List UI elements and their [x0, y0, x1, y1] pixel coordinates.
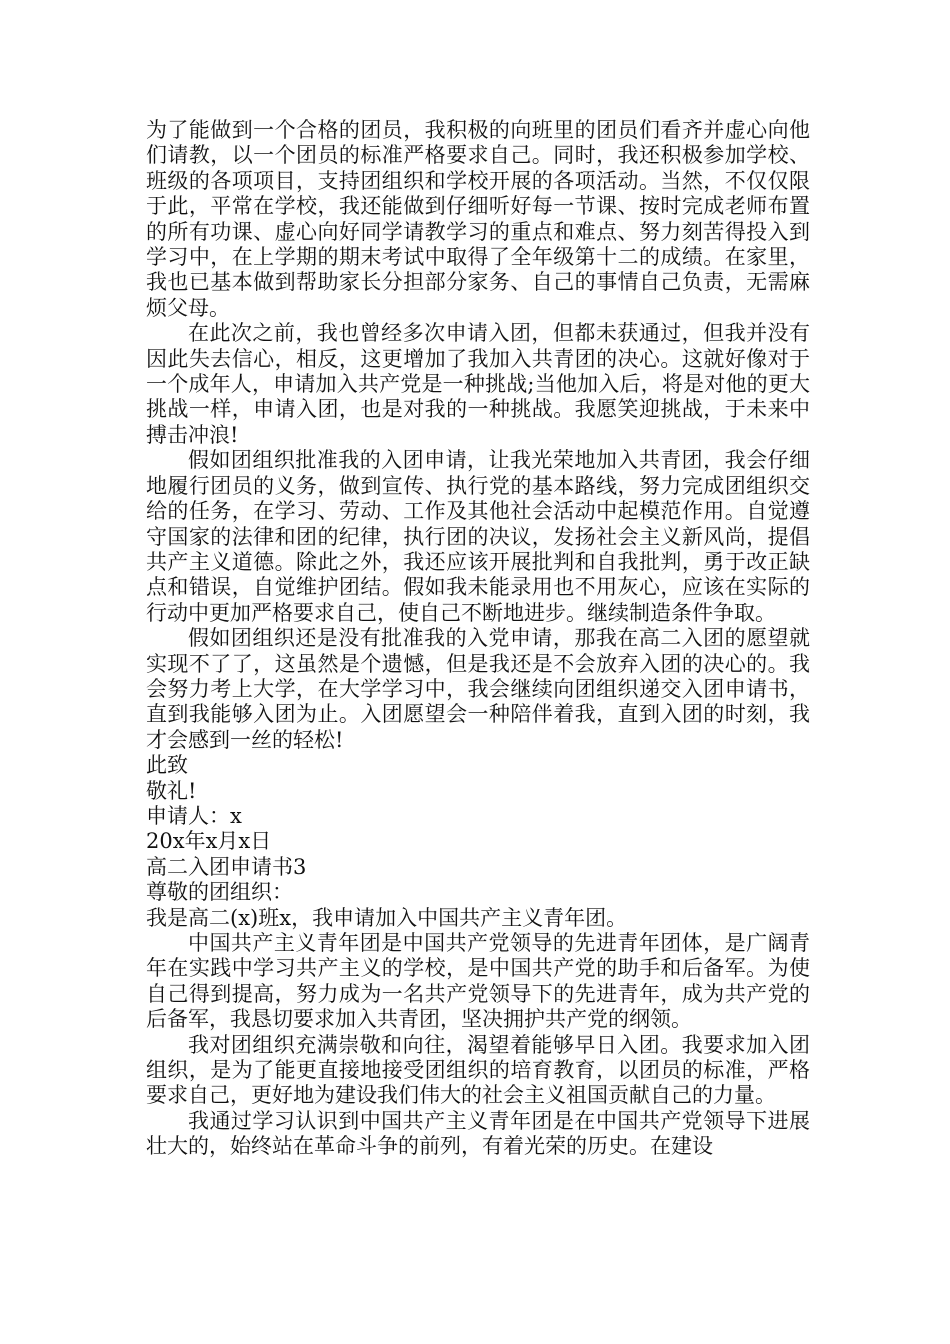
date-line: 20x年x月x日 [146, 829, 272, 854]
section-title: 高二入团申请书3 [146, 854, 307, 879]
paragraph-1: 为了能做到一个合格的团员，我积极的向班里的团员们看齐并虚心向他们请教，以一个团员的标准严格要求自己。同时，我还积极参加学校、班级的各项项目，支持团组织和学校开展的各项活动。当然，不仅仅限于此，平常在学校，我还能做到仔细听好每一节课、按时完成老师布置的所有功课、虚心向好同学请教学习的重点和难点、努力刻苦得投入到学习中，在上学期的期末考试中取得了全年级第十二的成绩。在家里，我也已基本做到帮助家长分担部分家务、自己的事情自己负责，无需麻烦父母。 [146, 118, 810, 320]
paragraph-6: 我对团组织充满崇敬和向往，渴望着能够早日入团。我要求加入团组织，是为了能更直接地接受团组织的培育教育，以团员的标准，严格要求自己，更好地为建设我们伟大的社会主义祖国贡献自己的力量。 [146, 1032, 810, 1108]
document-page [146, 118, 810, 1160]
salutation: 尊敬的团组织： [146, 880, 293, 905]
intro-line: 我是高二(x)班x，我申请加入中国共产主义青年团。 [146, 905, 628, 930]
closing-jingli: 敬礼! [146, 778, 197, 803]
paragraph-5: 中国共产主义青年团是中国共产党领导的先进青年团体，是广阔青年在实践中学习共产主义的学校，是中国共产党的助手和后备军。为使自己得到提高，努力成为一名共产党领导下的先进青年，成为共产党的后备军，我恳切要求加入共青团，坚决拥护共产党的纲领。 [146, 931, 810, 1032]
paragraph-7: 我通过学习认识到中国共产主义青年团是在中国共产党领导下进展壮大的，始终站在革命斗争的前列，有着光荣的历史。在建设 [146, 1108, 810, 1159]
closing-cizhi: 此致 [146, 753, 188, 778]
paragraph-4: 假如团组织还是没有批准我的入党申请，那我在高二入团的愿望就实现不了了，这虽然是个遗憾，但是我还是不会放弃入团的决心的。我会努力考上大学，在大学学习中，我会继续向团组织递交入团申请书，直到我能够入团为止。入团愿望会一种陪伴着我，直到入团的时刻，我才会感到一丝的轻松! [146, 626, 810, 752]
paragraph-2: 在此次之前，我也曾经多次申请入团，但都未获通过，但我并没有因此失去信心，相反，这更增加了我加入共青团的决心。这就好像对于一个成年人，申请加入共产党是一种挑战;当他加入后，将是对他的更大挑战一样，申请入团，也是对我的一种挑战。我愿笑迎挑战，于未来中搏击冲浪! [146, 321, 810, 447]
applicant-line: 申请人：x [146, 803, 242, 828]
paragraph-3: 假如团组织批准我的入团申请，让我光荣地加入共青团，我会仔细地履行团员的义务，做到宣传、执行党的基本路线，努力完成团组织交给的任务，在学习、劳动、工作及其他社会活动中起模范作用。自觉遵守国家的法律和团的纪律，执行团的决议，发扬社会主义新风尚，提倡共产主义道德。除此之外，我还应该开展批判和自我批判，勇于改正缺点和错误，自觉维护团结。假如我未能录用也不用灰心，应该在实际的行动中更加严格要求自己，使自己不断地进步。继续制造条件争取。 [146, 448, 810, 625]
